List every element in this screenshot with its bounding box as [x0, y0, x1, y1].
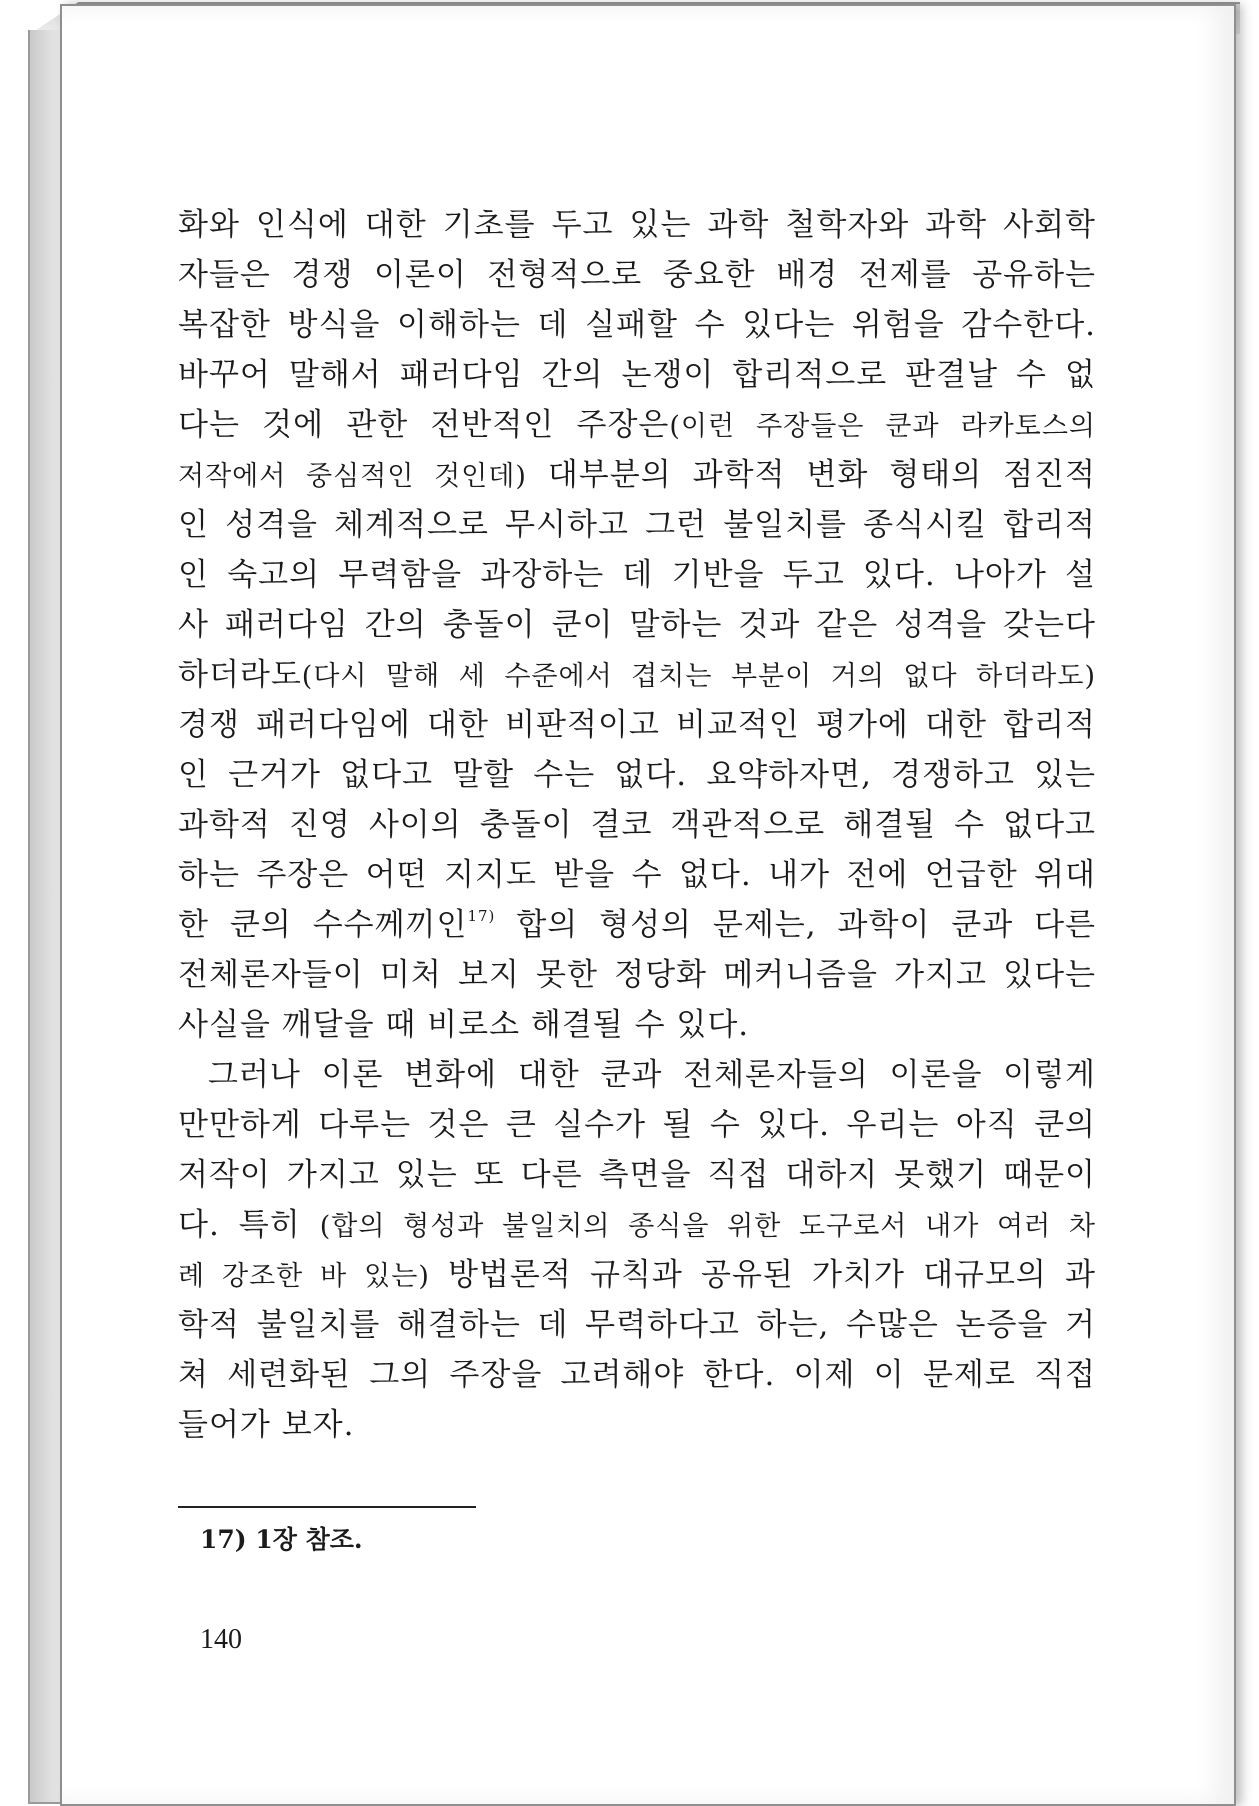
- text-line: [178, 650, 1096, 700]
- text-line: [178, 1200, 1096, 1250]
- text-line: [178, 900, 1096, 950]
- text-line: 만만하게 다루는 것은 큰 실수가 될 수 있다. 우리는 아직 쿤의: [178, 1107, 1096, 1143]
- text-line: 인 성격을 체계적으로 무시하고 그런 불일치를 종식시킬 합리적: [178, 507, 1096, 543]
- text-line: 사실을 깨달을 때 비로소 해결될 수 있다.: [178, 1007, 750, 1043]
- text-line: 쳐 세련화된 그의 주장을 고려해야 한다. 이제 이 문제로 직접: [178, 1357, 1096, 1393]
- text-segment: 대부분의 과학적 변화 형태의 점진적: [526, 457, 1096, 493]
- text-line: 경쟁 패러다임에 대한 비판적이고 비교적인 평가에 대한 합리적: [178, 707, 1096, 743]
- text-line: 들어가 보자.: [178, 1407, 355, 1443]
- text-line: 그러나 이론 변화에 대한 쿤과 전체론자들의 이론을 이렇게: [208, 1057, 1096, 1093]
- text-line: [178, 1250, 1096, 1300]
- text-line: 하는 주장은 어떤 지지도 받을 수 없다. 내가 전에 언급한 위대: [178, 857, 1096, 893]
- text-line: 화와 인식에 대한 기초를 두고 있는 과학 철학자와 과학 사회학: [178, 207, 1096, 243]
- text-segment: 다는 것에 관한 전반적인 주장은: [178, 407, 670, 443]
- text-line: 저작이 가지고 있는 또 다른 측면을 직접 대하지 못했기 때문이: [178, 1157, 1096, 1193]
- text-line: 바꾸어 말해서 패러다임 간의 논쟁이 합리적으로 판결날 수 없: [178, 357, 1096, 393]
- text-line: 과학적 진영 사이의 충돌이 결코 객관적으로 해결될 수 없다고: [178, 807, 1096, 843]
- text-line: 자들은 경쟁 이론이 전형적으로 중요한 배경 전제를 공유하는: [178, 257, 1096, 293]
- text-line: 전체론자들이 미처 보지 못한 정당화 메커니즘을 가지고 있다는: [178, 957, 1096, 993]
- text-line: 복잡한 방식을 이해하는 데 실패할 수 있다는 위험을 감수한다.: [178, 307, 1096, 343]
- text-line: 학적 불일치를 해결하는 데 무력하다고 하는, 수많은 논증을 거: [178, 1307, 1096, 1343]
- footnote: 17) 1장 참조.: [200, 1525, 363, 1554]
- parenthetical-text: 저작에서 중심적인 것인데): [178, 461, 527, 492]
- parenthetical-text: (합의 형성과 불일치의 종식을 위한 도구로서 내가 여러 차: [319, 1211, 1096, 1242]
- text-line: [178, 400, 1096, 450]
- parenthetical-text: 례 강조한 바 있는): [178, 1261, 430, 1292]
- footnote-divider: [178, 1506, 476, 1508]
- text-segment: 방법론적 규칙과 공유된 가치가 대규모의 과: [429, 1257, 1096, 1293]
- text-segment: 하더라도: [178, 657, 302, 693]
- text-segment: 한 쿤의 수수께끼인: [178, 907, 468, 943]
- parenthetical-text: (다시 말해 세 수준에서 겹치는 부분이 거의 없다 하더라도): [301, 661, 1096, 692]
- page-number: 140: [200, 1624, 242, 1655]
- text-line: 인 근거가 없다고 말할 수는 없다. 요약하자면, 경쟁하고 있는: [178, 757, 1096, 793]
- text-segment: 합의 형성의 문제는, 과학이 쿤과 다른: [495, 907, 1097, 943]
- text-line: [178, 450, 1096, 500]
- text-segment: 다. 특히: [178, 1207, 320, 1243]
- body-text: [178, 200, 1096, 1450]
- parenthetical-text: (이런 주장들은 쿤과 라카토스의: [669, 411, 1096, 442]
- footnote-reference: 17): [467, 907, 496, 925]
- text-line: 사 패러다임 간의 충돌이 쿤이 말하는 것과 같은 성격을 갖는다: [178, 607, 1096, 643]
- text-line: 인 숙고의 무력함을 과장하는 데 기반을 두고 있다. 나아가 설: [178, 557, 1096, 593]
